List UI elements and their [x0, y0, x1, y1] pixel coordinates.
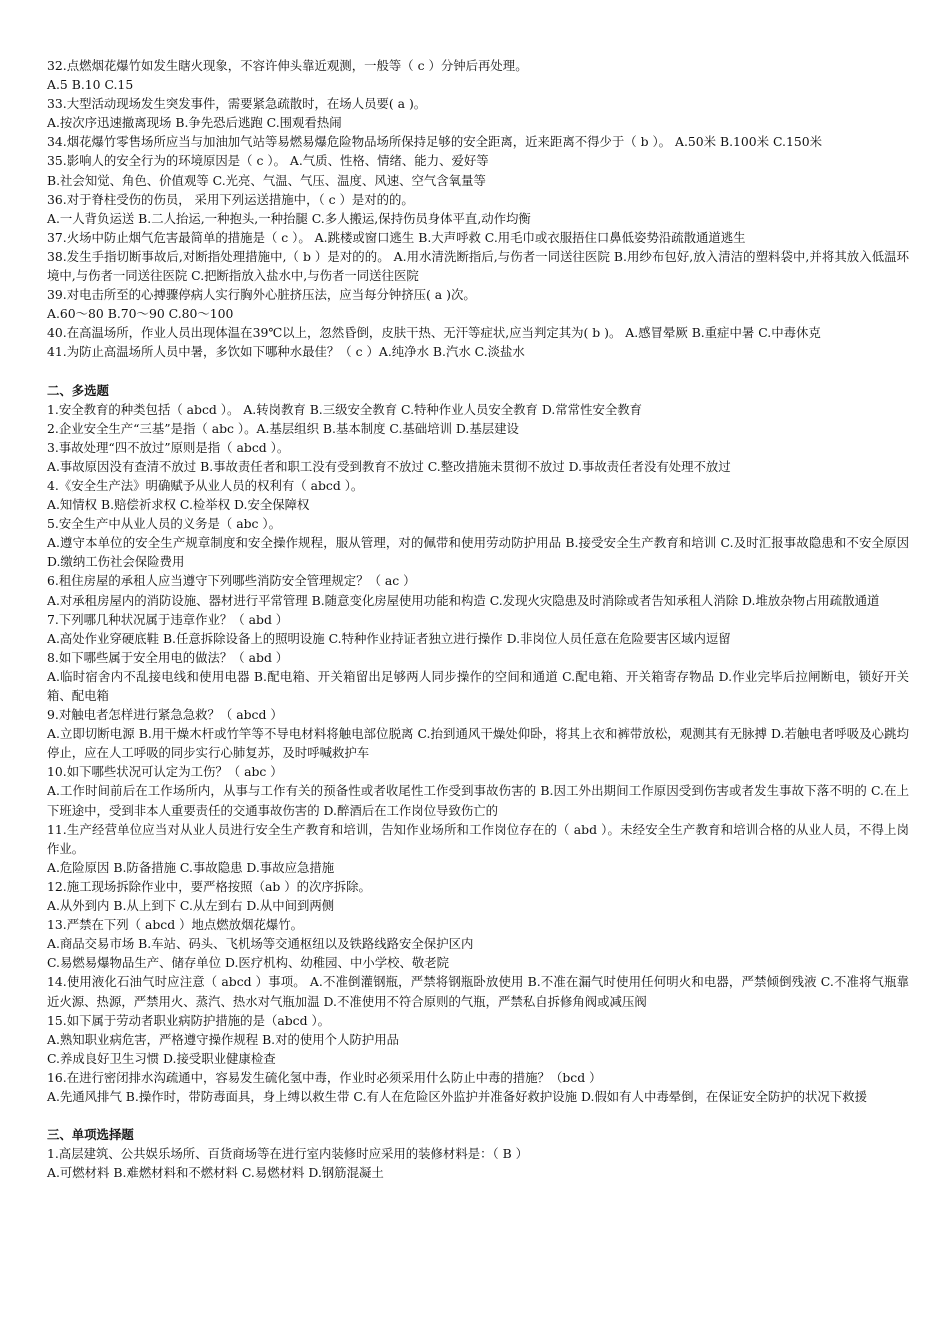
- text-line: C.养成良好卫生习惯 D.接受职业健康检查: [47, 1050, 276, 1066]
- text-line: 4.《安全生产法》明确赋予从业人员的权利有（ abcd ）。: [47, 477, 364, 493]
- text-line: 10.如下哪些状况可认定为工伤？（ abc ）: [47, 764, 283, 780]
- text-line: 34.烟花爆竹零售场所应当与加油加气站等易燃易爆危险物品场所保持足够的安全距离，近来距离不得少于（ b ）。 A.50米 B.100米 C.150米: [47, 134, 823, 150]
- text-line: 6.租住房屋的承租人应当遵守下列哪些消防安全管理规定？（ ac ）: [47, 573, 416, 589]
- text-line: A.熟知职业病危害，严格遵守操作规程 B.对的使用个人防护用品: [47, 1031, 400, 1047]
- text-line: 41.为防止高温场所人员中暑，多饮如下哪种水最佳？（ c ）A.纯净水 B.汽水 C.淡盐水: [47, 344, 525, 360]
- text-line: A.一人背负运送 B.二人抬运,一种抱头,一种抬腿 C.多人搬运,保持伤员身体平直,动作均衡: [47, 210, 531, 226]
- text-line: 33.大型活动现场发生突发事件，需要紧急疏散时，在场人员要( a )。: [47, 96, 427, 112]
- text-line: A.知情权 B.赔偿祈求权 C.检举权 D.安全保障权: [47, 497, 310, 513]
- text-line: 37.火场中防止烟气危害最简单的措施是（ c ）。 A.跳楼或窗口逃生 B.大声呼救 C.用毛巾或衣服捂住口鼻低姿势沿疏散通道逃生: [47, 229, 746, 245]
- text-line: 7.下列哪几种状况属于违章作业？（ abd ）: [47, 611, 289, 627]
- text-line: 8.如下哪些属于安全用电的做法？（ abd ）: [47, 649, 289, 665]
- text-line: 13.严禁在下列（ abcd ）地点燃放烟花爆竹。: [47, 917, 304, 933]
- text-line: 36.对于脊柱受伤的伤员， 采用下列运送措施中，（ c ）是对的的。: [47, 191, 414, 207]
- text-line: 39.对电击所至的心搏骤停病人实行胸外心脏挤压法，应当每分钟挤压( a )次。: [47, 287, 476, 303]
- text-line: A.从外到内 B.从上到下 C.从左到右 D.从中间到两侧: [47, 898, 335, 914]
- text-line: 35.影响人的安全行为的环境原因是（ c ）。 A.气质、性格、情绪、能力、爱好等: [47, 153, 489, 169]
- text-line: A.立即切断电源 B.用干燥木杆或竹竿等不导电材料将触电部位脱离 C.抬到通风干燥处仰卧，将其上衣和裤带放松，观测其有无脉搏 D.若触电者呼吸及心跳均停止，应在人工呼吸的同步实行心肺复苏，及时呼喊救护车: [47, 726, 909, 761]
- text-line: 12.施工现场拆除作业中，要严格按照（ab ）的次序拆除。: [47, 878, 371, 894]
- text-line: A.对承租房屋内的消防设施、器材进行平常管理 B.随意变化房屋使用功能和构造 C.发现火灾隐患及时消除或者告知承租人消除 D.堆放杂物占用疏散通道: [47, 592, 880, 608]
- text-line: 11.生产经营单位应当对从业人员进行安全生产教育和培训，告知作业场所和工作岗位存在的（ abd ）。未经安全生产教育和培训合格的从业人员，不得上岗作业。: [47, 821, 909, 856]
- text-line: A.高处作业穿硬底鞋 B.任意拆除设备上的照明设施 C.特种作业持证者独立进行操作 D.非岗位人员任意在危险要害区域内逗留: [47, 630, 731, 646]
- document-body: [47, 56, 909, 1182]
- text-line: A.按次序迅速撤离现场 B.争先恐后逃跑 C.围观看热闹: [47, 115, 342, 131]
- text-line: A.5 B.10 C.15: [47, 77, 134, 93]
- text-line: 32.点燃烟花爆竹如发生瞎火现象，不容许伸头靠近观测，一般等（ c ）分钟后再处理。: [47, 58, 528, 73]
- text-line: 1.高层建筑、公共娱乐场所、百货商场等在进行室内装修时应采用的装修材料是：（ B ）: [47, 1146, 529, 1162]
- text-line: 14.使用液化石油气时应注意（ abcd ）事项。 A.不准倒灌钢瓶，严禁将钢瓶卧放使用 B.不准在漏气时使用任何明火和电器，严禁倾倒残液 C.不准将气瓶靠近火源、热源，严禁用火、蒸汽、热水对气瓶加温 D.不准使用不符合原则的气瓶，严禁私自拆修角阀或减压阀: [47, 974, 909, 1009]
- text-line: A.危险原因 B.防备措施 C.事故隐患 D.事故应急措施: [47, 859, 335, 875]
- text-line: C.易燃易爆物品生产、储存单位 D.医疗机构、幼稚园、中小学校、敬老院: [47, 955, 450, 971]
- text-line: A.遵守本单位的安全生产规章制度和安全操作规程，服从管理，对的佩带和使用劳动防护用品 B.接受安全生产教育和培训 C.及时汇报事故隐患和不安全原因 D.缴纳工伤社会保险费用: [47, 535, 909, 570]
- text-line: 38.发生手指切断事故后,对断指处理措施中,（ b ）是对的的。 A.用水清洗断指后,与伤者一同送往医院 B.用纱布包好,放入清洁的塑料袋中,并将其放入低温环境中,与伤者一同送往医院 C.把断指放入盐水中,与伤者一同送往医院: [47, 248, 909, 284]
- text-line: A.临时宿舍内不乱接电线和使用电器 B.配电箱、开关箱留出足够两人同步操作的空间和通道 C.配电箱、开关箱寄存物品 D.作业完毕后拉闸断电，锁好开关箱、配电箱: [47, 668, 909, 703]
- text-line: A.先通风排气 B.操作时，带防毒面具，身上缚以救生带 C.有人在危险区外监护并准备好救护设施 D.假如有人中毒晕倒，在保证安全防护的状况下救援: [47, 1088, 867, 1104]
- section-heading: 二、多选题: [47, 382, 109, 398]
- text-line: 1.安全教育的种类包括（ abcd ）。 A.转岗教育 B.三级安全教育 C.特种作业人员安全教育 D.常常性安全教育: [47, 401, 643, 417]
- text-line: 2.企业安全生产“三基”是指（ abc ）。A.基层组织 B.基本制度 C.基础培训 D.基层建设: [47, 420, 519, 436]
- text-line: 16.在进行密闭排水沟疏通中，容易发生硫化氢中毒，作业时必须采用什么防止中毒的措施？（bcd ）: [47, 1069, 602, 1085]
- text-line: B.社会知觉、角色、价值观等 C.光亮、气温、气压、温度、风速、空气含氧量等: [47, 172, 486, 188]
- text-line: 9.对触电者怎样进行紧急急救？（ abcd ）: [47, 707, 283, 723]
- text-line: 3.事故处理“四不放过”原则是指（ abcd ）。: [47, 439, 290, 455]
- text-line: A.工作时间前后在工作场所内，从事与工作有关的预备性或者收尾性工作受到事故伤害的 B.因工外出期间工作原因受到伤害或者发生事故下落不明的 C.在上下班途中，受到非本人重要责任的交通事故伤害的 D.醉酒后在工作岗位导致伤亡的: [47, 783, 909, 818]
- section-heading: 三、单项选择题: [47, 1127, 134, 1143]
- text-line: A.事故原因没有查清不放过 B.事故责任者和职工没有受到教育不放过 C.整改措施未贯彻不放过 D.事故责任者没有处理不放过: [47, 458, 731, 474]
- text-line: A.60～80 B.70～90 C.80～100: [47, 306, 234, 322]
- text-line: 15.如下属于劳动者职业病防护措施的是（abcd ）。: [47, 1012, 331, 1028]
- text-line: A.可燃材料 B.难燃材料和不燃材料 C.易燃材料 D.钢筋混凝土: [47, 1165, 384, 1181]
- text-line: A.商品交易市场 B.车站、码头、飞机场等交通枢纽以及铁路线路安全保护区内: [47, 936, 474, 952]
- text-line: 40.在高温场所，作业人员出现体温在39℃以上，忽然昏倒，皮肤干热、无汗等症状,应当判定其为( b )。 A.感冒晕厥 B.重症中暑 C.中毒休克: [47, 325, 821, 341]
- text-line: 5.安全生产中从业人员的义务是（ abc ）。: [47, 516, 282, 532]
